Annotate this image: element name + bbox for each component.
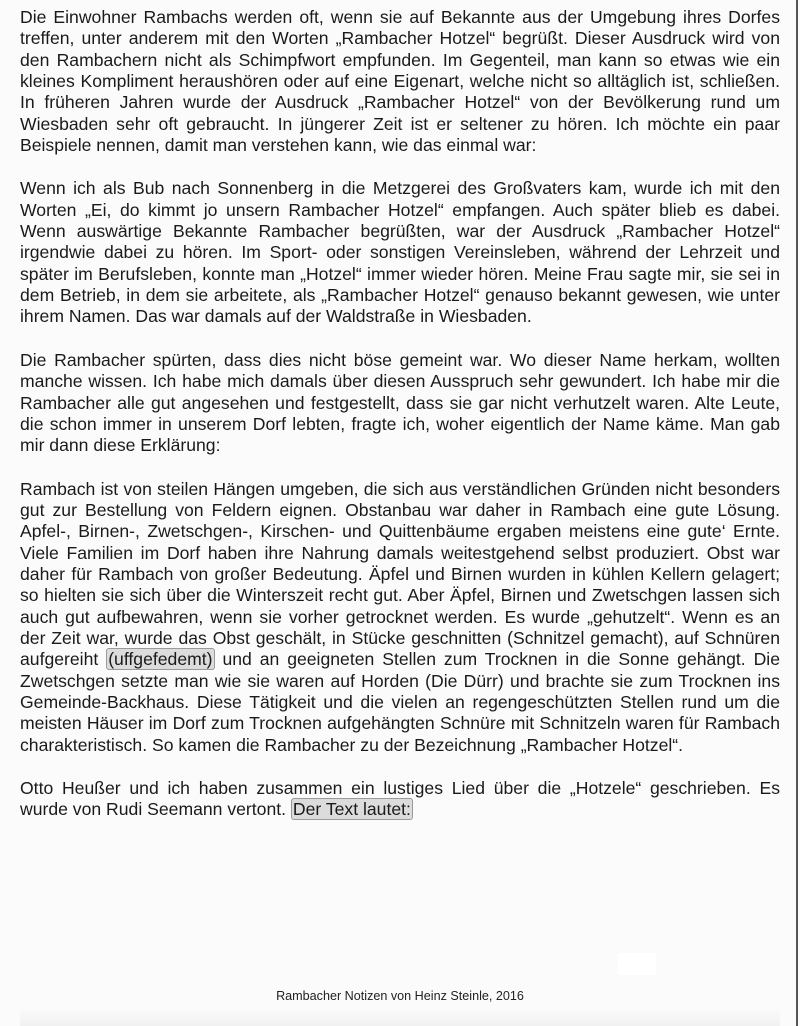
paragraph-3: Die Rambacher spürten, dass dies nicht böse gemeint war. Wo dieser Name herkam, wollten manche wissen. Ich habe mich damals über diesen Ausspruch sehr gewundert. Ich habe mir die Rambacher alle gut angesehen und festgestellt, dass sie gar nicht verhutzelt waren. Alte Leute, die schon immer in unserem Dorf lebten, fragte ich, woher eigentlich der Name käme. Man gab mir dann diese Erklärung: <box>20 349 780 456</box>
paragraph-4 <box>20 479 780 756</box>
document-page <box>20 7 780 843</box>
highlighted-text-intro: Der Text lautet: <box>292 799 411 820</box>
page-footer: Rambacher Notizen von Heinz Steinle, 2016 <box>276 989 524 1003</box>
paragraph-5 <box>20 778 780 821</box>
page-edge-line <box>796 0 798 1026</box>
bleed-through-strip <box>20 1008 780 1026</box>
paragraph-1: Die Einwohner Rambachs werden oft, wenn sie auf Bekannte aus der Umgebung ihres Dorfes treffen, unter anderem mit den Worten „Rambacher Hotzel“ begrüßt. Dieser Ausdruck wird von den Rambachern nicht als Schimpfwort empfunden. Im Gegenteil, man kann so etwas wie ein kleines Kompliment heraushören oder auf eine Eigenart, welche nicht so alltäglich ist, schließen. In früheren Jahren wurde der Ausdruck „Rambacher Hotzel“ von der Bevölkerung rund um Wiesbaden sehr oft gebraucht. In jüngerer Zeit ist er seltener zu hören. Ich möchte ein paar Beispiele nennen, damit man verstehen kann, wie das einmal war: <box>20 7 780 156</box>
scan-white-patch <box>618 953 656 975</box>
paragraph-4-text-after: und an geeigneten Stellen zum Trocknen in die Sonne gehängt. Die Zwetschgen setzte man wie sie waren auf Horden (Die Dürr) und brachte sie zum Trocknen ins Gemeinde-Backhaus. Diese Tätigkeit und die vielen an regengeschützten Stellen rund um die meisten Häuser im Dorf zum Trocknen aufgehängten Schnüre mit Schnitzeln waren für Rambach charakteristisch. So kamen die Rambacher zu der Bezeichnung „Rambacher Hotzel“. <box>20 649 780 755</box>
paragraph-4-text-before: Rambach ist von steilen Hängen umgeben, die sich aus verständlichen Gründen nicht besonders gut zur Bestellung von Feldern eignen. Obstanbau war daher in Rambach eine gute Lösung. Apfel-, Birnen-, Zwetschgen-, Kirschen- und Quittenbäume ergaben meistens eine gute‘ Ernte. Viele Familien im Dorf haben ihre Nahrung damals weitestgehend selbst produziert. Obst war daher für Rambach von großer Bedeutung. Äpfel und Birnen wurden in kühlen Kellern gelagert; so hielten sie sich über die Winterszeit recht gut. Aber Äpfel, Birnen und Zwetschgen lassen sich auch gut aufbewahren, wenn sie vorher getrocknet werden. Es wurde „gehutzelt“. Wenn es an der Zeit war, wurde das Obst geschält, in Stücke geschnitten (Schnitzel gemacht), auf Schnüren aufgereiht <box>20 478 780 670</box>
highlighted-phrase: (uffgefedemt) <box>108 649 213 670</box>
paragraph-2: Wenn ich als Bub nach Sonnenberg in die Metzgerei des Großvaters kam, wurde ich mit den Worten „Ei, do kimmt jo unsern Rambacher Hotzel“ empfangen. Auch später blieb es dabei. Wenn auswärtige Bekannte Rambacher begrüßten, war der Ausdruck „Rambacher Hotzel“ irgendwie dabei zu hören. Im Sport- oder sonstigen Vereinsleben, während der Lehrzeit und später im Berufsleben, konnte man „Hotzel“ immer wieder hören. Meine Frau sagte mir, sie sei in dem Betrieb, in dem sie arbeitete, als „Rambacher Hotzel“ genauso bekannt gewesen, wie unter ihrem Namen. Das war damals auf der Waldstraße in Wiesbaden. <box>20 178 780 327</box>
paragraph-5-text-before: Otto Heußer und ich haben zusammen ein lustiges Lied über die „Hotzele“ geschrieben. Es wurde von Rudi Seemann vertont. <box>20 778 780 820</box>
